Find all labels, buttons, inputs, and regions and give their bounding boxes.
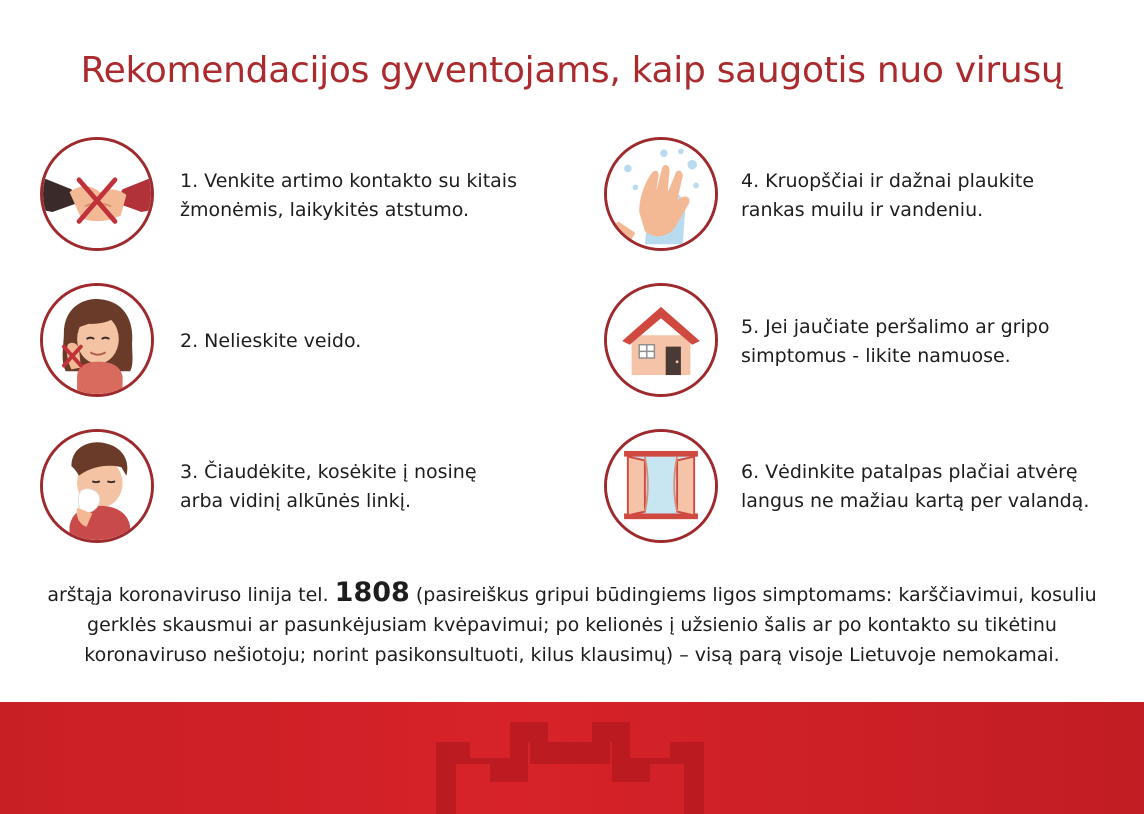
recommendation-3-line-1: 3. Čiaudėkite, kosėkite į nosinę (180, 461, 477, 483)
open-window-icon (604, 429, 718, 543)
recommendation-6 (741, 458, 1089, 516)
recommendation-4-line-2: rankas muilu ir vandeniu. (741, 199, 984, 221)
sneezing-person-icon (40, 429, 154, 543)
castle-emblem-icon (0, 702, 1144, 814)
recommendation-5-line-1: 5. Jei jaučiate peršalimo ar gripo (741, 316, 1050, 338)
hotline-line-3: koronaviruso nešiotoju; norint pasikonsultuoti, kilus klausimų) – visą parą visoje Lietuvoje nemokamai. (84, 644, 1060, 666)
recommendation-1 (180, 167, 517, 225)
hotline-prefix: arštąja koronaviruso linija tel. (47, 584, 329, 606)
recommendation-6-line-2: langus ne mažiau kartą per valandą. (741, 490, 1090, 512)
hotline-line-1 (0, 578, 1144, 610)
hotline-info (0, 578, 1144, 670)
recommendation-2 (180, 327, 361, 356)
hotline-line-2: gerklės skausmui ar pasunkėjusiam kvėpavimui; po kelionės į užsienio šalis ar po kontakto su tikėtinu (87, 614, 1057, 636)
recommendation-1-line-1: 1. Venkite artimo kontakto su kitais (180, 170, 517, 192)
recommendation-3-line-2: arba vidinį alkūnės linkį. (180, 490, 411, 512)
washing-hands-icon (604, 137, 718, 251)
footer-banner (0, 702, 1144, 814)
recommendation-3 (180, 458, 477, 516)
recommendation-5-line-2: simptomus - likite namuose. (741, 345, 1011, 367)
touching-face-icon (40, 283, 154, 397)
house-icon (604, 283, 718, 397)
recommendation-6-line-1: 6. Vėdinkite patalpas plačiai atvėrę (741, 461, 1078, 483)
recommendation-1-line-2: žmonėmis, laikykitės atstumo. (180, 199, 470, 221)
hotline-phone-number: 1808 (334, 577, 410, 608)
recommendation-4 (741, 167, 1034, 225)
recommendation-4-line-1: 4. Kruopščiai ir dažnai plaukite (741, 170, 1035, 192)
page-title: Rekomendacijos gyventojams, kaip saugotis nuo virusų (80, 50, 1064, 91)
handshake-crossed-icon (40, 137, 154, 251)
recommendation-5 (741, 313, 1049, 371)
recommendation-2-line-1: 2. Nelieskite veido. (180, 330, 362, 352)
hotline-suffix: (pasireiškus gripui būdingiems ligos simptomams: karščiavimui, kosuliu (415, 584, 1097, 606)
